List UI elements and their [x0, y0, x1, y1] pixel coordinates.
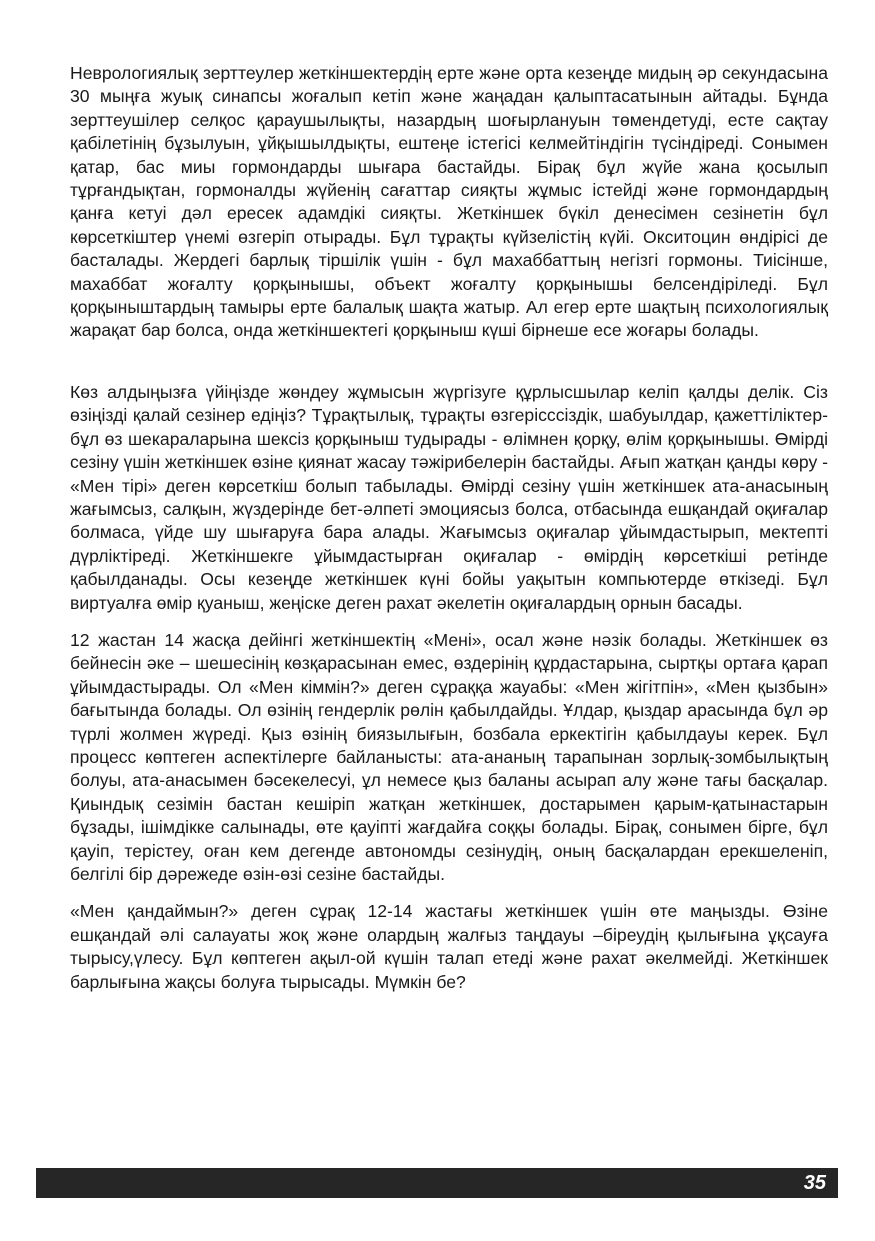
footer-bar: [36, 1168, 838, 1198]
paragraph-2: Көз алдыңызға үйіңізде жөндеу жұмысын жүргізуге құрлысшылар келіп қалды делік. Сіз өзіңізді қалай сезінер едіңіз? Тұрақтылық, тұрақты өзгерісссіздік, шабуылдар, қажеттіліктер-бұл өз шекараларына шексіз қорқыныш тудырады - өлімнен қорқу, өлім қорқынышы. Өмірді сезіну үшін жеткіншек өзіне қиянат жасау тәжірибелерін бастайды. Ағып жатқан қанды көру - «Мен тірі» деген көрсеткіш болып табылады. Өмірді сезіну үшін жеткіншек ата-анасының жағымсыз, салқын, жүздерінде бет-әлпеті эмоциясыз болса, отбасында ешқандай оқиғалар болмаса, үйде шу шығаруға бара алады. Жағымсыз оқиғалар ұйымдастырып, мектепті дүрліктіреді. Жеткіншекге ұйымдастырған оқиғалар - өмірдің көрсеткіші ретінде қабылданады. Осы кезеңде жеткіншек күні бойы уақытын компьютерде өткізеді. Бұл виртуалға өмір қуаныш, жеңіске деген рахат әкелетін оқиғалардың орнын басады.: [70, 381, 828, 613]
page-body: [70, 62, 828, 994]
paragraph-1: Неврологиялық зерттеулер жеткіншектердің ерте және орта кезеңде мидың әр секундасына 30 мыңға жуық синапсы жоғалып кетіп және жаңадан қалыптасатынын айтады. Бұнда зерттеушілер селқос қараушылықты, назардың шоғырлануын төмендетуді, есте сақтау қабілетінің бұзылуын, ұйқышылдықты, ештеңе істегісі келмейтіндігін түсіндіреді. Сонымен қатар, бас миы гормондарды шығара бастайды. Бірақ бұл жүйе жана қосылып тұрғандықтан, гормоналды жүйенің сағаттар сияқты жұмыс істейді және гормондардың қанға кетуі дәл ересек адамдікі сияқты. Жеткіншек бүкіл денесімен сезінетін бұл көрсеткіштер үнемі өзгеріп отырады. Бұл тұрақты күйзелістің күйі. Окситоцин өндірісі де басталады. Жердегі барлық тіршілік үшін - бұл махаббаттың негізгі гормоны. Тиісінше, махаббат жоғалту қорқынышы, объект жоғалту қорқынышы белсендіріледі. Бұл қорқыныштардың тамыры ерте балалық шақта жатыр. Ал егер ерте шақтың психологиялық жарақат бар болса, онда жеткіншектегі қорқыныш күші бірнеше есе жоғары болады.: [70, 63, 828, 341]
paragraph-3: 12 жастан 14 жасқа дейінгі жеткіншектің «Мені», осал және нәзік болады. Жеткіншек өз бейнесін әке – шешесінің көзқарасынан емес, өздерінің құрдастарына, сыртқы ортаға қарап ұйымдастырады. Ол «Мен кіммін?» деген сұраққа жауабы: «Мен жігітпін», «Мен қызбын» бағытында болады. Ол өзінің гендерлік рөлін қабылдайды. Ұлдар, қыздар арасында бұл әр түрлі жолмен жүреді. Қыз өзінің биязылығын, бозбала еркектігін қабылдауы керек. Бұл процесс көптеген аспектілерге байланысты: ата-ананың тарапынан зорлық-зомбылықтың болуы, ата-анасымен бәсекелесуі, ұл немесе қыз баланы асырап алу және тағы басқалар. Қиындық сезімін бастан кешіріп жатқан жеткіншек, достарымен қарым-қатынастарын бұзады, ішімдікке салынады, өте қауіпті жағдайға соққы болады. Бірақ, сонымен бірге, бұл қауіп, терістеу, оған кем дегенде автономды сезінудің, оның басқалардан ерекшеленіп, белгілі бір дәрежеде өзін-өзі сезіне бастайды.: [70, 629, 828, 884]
paragraph-4: «Мен қандаймын?» деген сұрақ 12-14 жастағы жеткіншек үшін өте маңызды. Өзіне ешқандай әлі салауаты жоқ және олардың жалғыз таңдауы –біреудің қылығына ұқсауға тырысу,үлесу. Бұл көптеген ақыл-ой күшін талап етеді және рахат әкелмейді. Жеткіншек барлығына жақсы болуға тырысады. Мүмкін бе?: [70, 901, 828, 992]
page-number: 35: [803, 1172, 826, 1194]
